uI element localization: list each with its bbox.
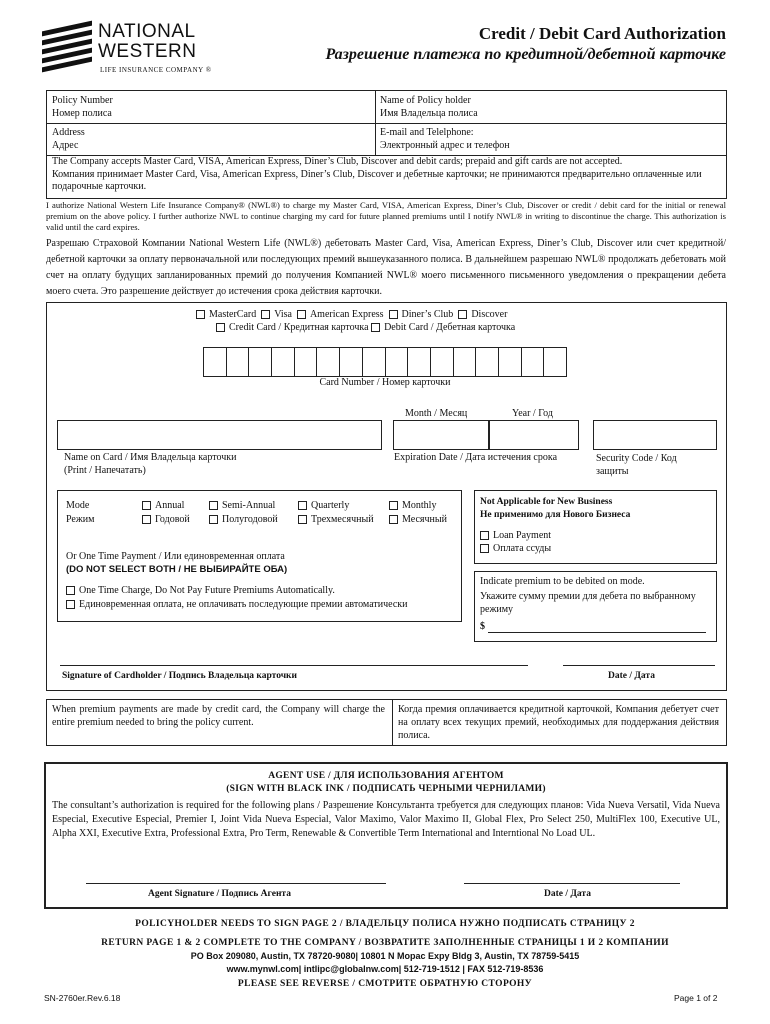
one-time-charge-checkbox-ru[interactable] (66, 600, 75, 609)
holder-name-label-ru: Имя Владельца полиса (380, 108, 478, 119)
card-digit-box[interactable] (226, 347, 250, 377)
page-title-ru: Разрешение платежа по кредитной/дебетной карточке (325, 46, 726, 63)
amex-option[interactable]: American Express (297, 309, 384, 320)
quarterly-checkbox[interactable] (298, 501, 307, 510)
debit-card-option[interactable]: Debit Card / Дебетная карточка (371, 322, 515, 333)
monthly-option[interactable]: Monthly (389, 500, 436, 512)
cardholder-signature-line[interactable] (60, 665, 528, 666)
visa-option[interactable]: Visa (261, 309, 292, 320)
authorization-text: I authorize National Western Life Insurance Company® (NWL®) to charge my Master Card, VISA, American Express, Diner’s Club, Discover or credit / debit card for the initial or renewal premium on the above policy. I further authorize NWL to continue charging my card for future planned premiums until I notify NWL® in writing to discontinue the charge. This authorization is valid until the card expires. (46, 200, 726, 232)
card-digit-box[interactable] (339, 347, 363, 377)
name-on-card-label: Name on Card / Имя Владельца карточки (64, 452, 237, 463)
one-time-label: Or One Time Payment / Или единовременная оплата (66, 551, 285, 562)
agent-date-label: Date / Дата (544, 889, 591, 899)
credit-card-checkbox[interactable] (216, 323, 225, 332)
agent-signature-line[interactable] (86, 883, 386, 884)
agent-plans-text: The consultant’s authorization is required for the following plans / Разрешение Консультанта требуется для следующих планов: Vida Nueva Versatil, Vida Nueva Especial, Executive Especial, Premier I, Joint Vida Nueva Especial, Valor Maximo, Valor Maximo II, Global Flex, Pro Select 250, MultiFlex 100, Executive UL, Alpha XXI, Executive Extra, Professional Extra, Pro Term, Renewable & Convertible Term International and Interntional No Load UL. (52, 800, 720, 839)
holder-name-label: Name of Policy holder (380, 95, 471, 106)
quarterly-option-ru[interactable]: Трехмесячный (298, 514, 374, 526)
exp-year-field[interactable] (488, 420, 579, 450)
logo-line1: NATIONAL (98, 21, 196, 42)
card-digit-box[interactable] (498, 347, 522, 377)
card-digit-box[interactable] (407, 347, 431, 377)
cardholder-date-line[interactable] (563, 665, 715, 666)
card-digit-box[interactable] (521, 347, 545, 377)
email-phone-label-ru: Электронный адрес и телефон (380, 140, 510, 151)
discover-option[interactable]: Discover (458, 309, 507, 320)
card-digit-box[interactable] (475, 347, 499, 377)
email-phone-label: E-mail and Telelphone: (380, 127, 474, 138)
card-digit-box[interactable] (203, 347, 227, 377)
diners-checkbox[interactable] (389, 310, 398, 319)
visa-checkbox[interactable] (261, 310, 270, 319)
indicate-premium-label: Indicate premium to be debited on mode. (480, 576, 645, 587)
monthly-option-ru[interactable]: Месячный (389, 514, 447, 526)
semi-annual-option-ru[interactable]: Полугодовой (209, 514, 278, 526)
diners-option[interactable]: Diner’s Club (389, 309, 454, 320)
print-label: (Print / Напечатать) (64, 465, 146, 476)
mastercard-option[interactable]: MasterCard (196, 309, 256, 320)
logo-line3: LIFE INSURANCE COMPANY ® (100, 66, 212, 74)
monthly-checkbox[interactable] (389, 501, 398, 510)
annual-checkbox[interactable] (142, 501, 151, 510)
loan-payment-option[interactable]: Loan Payment (480, 530, 551, 542)
security-code-label: Security Code / Код защиты (596, 453, 677, 477)
annual-option[interactable]: Annual (142, 500, 184, 512)
card-digit-box[interactable] (385, 347, 409, 377)
card-number-field[interactable] (203, 347, 567, 377)
exp-month-field[interactable] (393, 420, 490, 450)
semi-annual-checkbox[interactable] (209, 501, 218, 510)
semi-annual-checkbox-ru[interactable] (209, 515, 218, 524)
card-type-row (196, 309, 507, 321)
mastercard-checkbox[interactable] (196, 310, 205, 319)
accepted-cards-note: The Company accepts Master Card, VISA, American Express, Diner’s Club, Discover and debit cards; prepaid and gift cards are not accepted. (52, 156, 623, 167)
mode-label-ru: Режим (66, 514, 95, 525)
name-on-card-field[interactable] (57, 420, 382, 450)
quarterly-option[interactable]: Quarterly (298, 500, 349, 512)
page-title: Credit / Debit Card Authorization (478, 24, 726, 43)
quarterly-checkbox-ru[interactable] (298, 515, 307, 524)
one-time-charge-option[interactable]: One Time Charge, Do Not Pay Future Premiums Automatically. (66, 585, 335, 597)
policy-number-label-ru: Номер полиса (52, 108, 112, 119)
premium-amount-field[interactable] (488, 632, 706, 633)
return-pages-note: RETURN PAGE 1 & 2 COMPLETE TO THE COMPANY / ВОЗВРАТИТЕ ЗАПОЛНЕННЫЕ СТРАНИЦЫ 1 И 2 КОМПАНИИ (101, 938, 669, 948)
annual-option-ru[interactable]: Годовой (142, 514, 190, 526)
indicate-premium-label-ru: Укажите сумму премии для дебета по выбранному режиму (480, 591, 696, 615)
cardholder-signature-label: Signature of Cardholder / Подпись Владельца карточки (62, 671, 298, 681)
expiration-label: Expiration Date / Дата истечения срока (394, 452, 558, 463)
card-digit-box[interactable] (430, 347, 454, 377)
card-digit-box[interactable] (248, 347, 272, 377)
one-time-charge-checkbox[interactable] (66, 586, 75, 595)
logo-stripes-icon (42, 26, 92, 70)
card-digit-box[interactable] (294, 347, 318, 377)
mode-label: Mode (66, 500, 90, 511)
discover-checkbox[interactable] (458, 310, 467, 319)
card-digit-box[interactable] (543, 347, 567, 377)
premium-note: When premium payments are made by credit card, the Company will charge the entire premium needed to bring the policy current. (52, 704, 385, 728)
one-time-charge-option-ru[interactable]: Единовременная оплата, не оплачивать последующие премии автоматически (66, 599, 407, 611)
card-number-label: Card Number / Номер карточки (319, 377, 451, 388)
security-code-field[interactable] (593, 420, 717, 450)
year-label: Year / Год (512, 408, 553, 419)
agent-ink-note: (SIGN WITH BLACK INK / ПОДПИСАТЬ ЧЕРНЫМИ ЧЕРНИЛАМИ) (226, 784, 546, 794)
company-contact: www.mynwl.com| intlipc@globalnw.com| 512-719-1512 | FAX 512-719-8536 (226, 964, 544, 974)
accepted-cards-note-ru: Компания принимает Master Card, Visa, American Express, Diner’s Club, Discover и дебетные карточки; не принимаются предварительно оплаченные или подарочные карточки. (52, 169, 702, 192)
policy-number-label: Policy Number (52, 95, 113, 106)
card-kind-row (216, 322, 515, 334)
card-digit-box[interactable] (271, 347, 295, 377)
not-applicable-label-ru: Не применимо для Нового Бизнеса (480, 510, 631, 520)
page-number: Page 1 of 2 (674, 993, 718, 1003)
debit-card-checkbox[interactable] (371, 323, 380, 332)
company-address: PO Box 209080, Austin, TX 78720-9080| 10801 N Mopac Expy Bldg 3, Austin, TX 78759-5415 (190, 951, 580, 961)
agent-date-line[interactable] (464, 883, 680, 884)
agent-signature-label: Agent Signature / Подпись Агента (148, 889, 291, 899)
card-digit-box[interactable] (316, 347, 340, 377)
amex-checkbox[interactable] (297, 310, 306, 319)
card-digit-box[interactable] (453, 347, 477, 377)
cardholder-date-label: Date / Дата (608, 671, 655, 681)
month-label: Month / Месяц (405, 408, 468, 419)
annual-checkbox-ru[interactable] (142, 515, 151, 524)
loan-payment-checkbox-ru[interactable] (480, 544, 489, 553)
logo-line2: WESTERN (98, 41, 197, 62)
loan-payment-option-ru[interactable]: Оплата ссуды (480, 543, 551, 555)
see-reverse-note: PLEASE SEE REVERSE / СМОТРИТЕ ОБРАТНУЮ СТОРОНУ (237, 979, 533, 989)
sign-page2-note: POLICYHOLDER NEEDS TO SIGN PAGE 2 / ВЛАДЕЛЬЦУ ПОЛИСА НУЖНО ПОДПИСАТЬ СТРАНИЦУ 2 (135, 919, 635, 929)
monthly-checkbox-ru[interactable] (389, 515, 398, 524)
agent-use-title: AGENT USE / ДЛЯ ИСПОЛЬЗОВАНИЯ АГЕНТОМ (268, 771, 504, 781)
authorization-text-ru: Разрешаю Страховой Компании National Western Life (NWL®) дебетовать Master Card, Visa, American Express, Diner’s Club, Discover или счет кредитной/дебетной карточки за оплату первоначальной или последующих премий вышеуказанного полиса. В дальнейшем разрешаю NWL® продолжать дебетовать мой счет на оплату будущих запланированных премий до получения Компанией NWL® моего письменного письменного уведомления о прекращении дебета моего счета. Это разрешение действует до истечения срока действия карточки. (46, 238, 726, 297)
form-id: SN-2760er.Rev.6.18 (44, 993, 121, 1003)
loan-payment-checkbox[interactable] (480, 531, 489, 540)
semi-annual-option[interactable]: Semi-Annual (209, 500, 275, 512)
not-applicable-label: Not Applicable for New Business (480, 497, 613, 507)
dollar-sign: $ (480, 621, 485, 632)
address-label: Address (52, 127, 85, 138)
do-not-select-note: (DO NOT SELECT BOTH / НЕ ВЫБИРАЙТЕ ОБА) (66, 564, 288, 575)
credit-card-option[interactable]: Credit Card / Кредитная карточка (216, 322, 369, 333)
premium-note-ru: Когда премия оплачивается кредитной карточкой, Компания дебетует счет на оплату всех текущих премий, необходимых для поддержания действия полиса. (398, 704, 719, 741)
card-digit-box[interactable] (362, 347, 386, 377)
address-label-ru: Адрес (52, 140, 79, 151)
